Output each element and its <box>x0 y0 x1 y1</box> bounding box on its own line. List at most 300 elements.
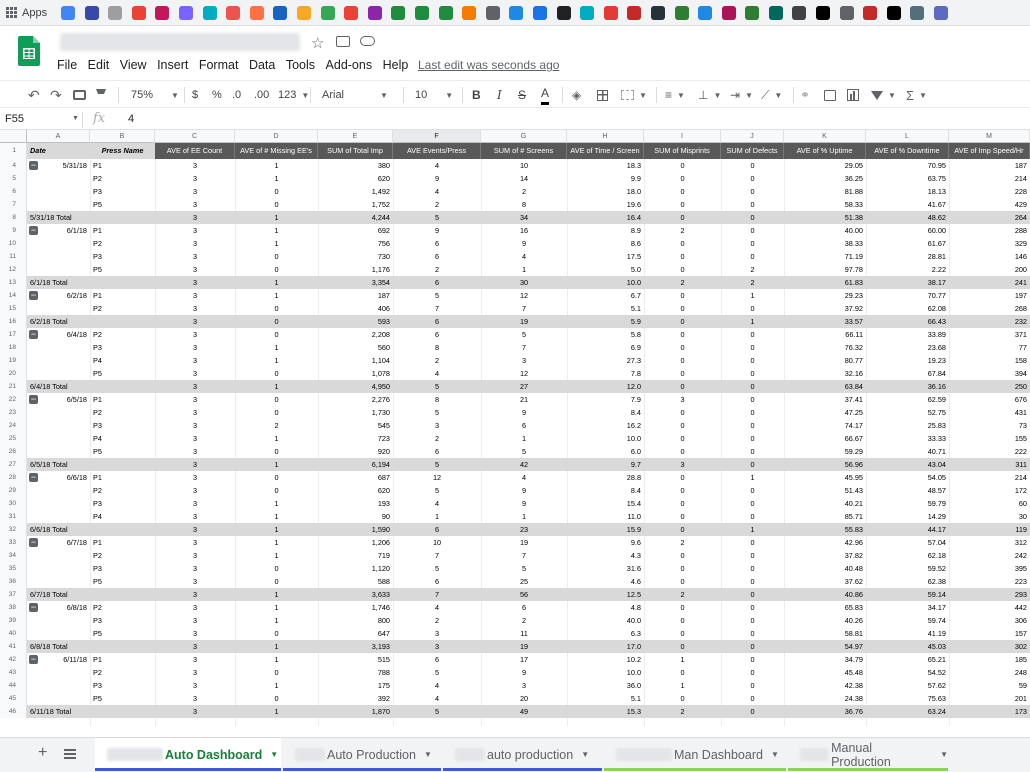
row-header[interactable]: 22 <box>0 393 27 406</box>
metric-cell[interactable]: 1 <box>434 512 440 521</box>
metric-cell[interactable]: 4 <box>521 252 527 261</box>
functions-button[interactable]: Σ ▼ <box>906 87 927 103</box>
metric-cell[interactable]: 0 <box>680 187 685 196</box>
row-header[interactable]: 24 <box>0 419 27 432</box>
metric-cell[interactable]: 0 <box>750 174 755 183</box>
metric-cell[interactable]: 1 <box>274 356 279 365</box>
metric-cell[interactable]: 59.29 <box>844 447 863 456</box>
metric-cell[interactable]: 429 <box>1014 200 1027 209</box>
bold-button[interactable]: B <box>472 88 481 102</box>
metric-cell[interactable]: 6,194 <box>371 460 390 469</box>
metric-cell[interactable]: 0 <box>680 603 685 612</box>
metric-cell[interactable]: 3 <box>192 343 198 352</box>
metric-cell[interactable]: 2,276 <box>371 395 390 404</box>
press-name-cell[interactable]: P3 <box>93 421 102 430</box>
row-header[interactable]: 43 <box>0 666 27 679</box>
metric-cell[interactable]: 8 <box>434 343 440 352</box>
metric-cell[interactable]: 0 <box>750 226 755 235</box>
metric-cell[interactable]: 0 <box>750 681 755 690</box>
metric-cell[interactable]: 60 <box>1018 499 1027 508</box>
metric-cell[interactable]: 85.71 <box>844 512 863 521</box>
metric-cell[interactable]: 0 <box>750 161 755 170</box>
row-header[interactable]: 4 <box>0 159 27 172</box>
borders-icon[interactable] <box>597 81 608 109</box>
metric-cell[interactable]: 0 <box>680 564 685 573</box>
metric-cell[interactable]: 54.52 <box>927 668 946 677</box>
metric-cell[interactable]: 40.26 <box>844 616 863 625</box>
metric-cell[interactable]: 6 <box>521 603 527 612</box>
bookmark-favicon-icon[interactable] <box>61 6 75 20</box>
sheet-tab[interactable] <box>604 738 786 771</box>
metric-cell[interactable]: 3 <box>192 213 198 222</box>
metric-cell[interactable]: 17.0 <box>626 642 641 651</box>
metric-cell[interactable]: 5.0 <box>630 265 641 274</box>
metric-cell[interactable]: 59.52 <box>927 564 946 573</box>
bookmark-favicon-icon[interactable] <box>769 6 783 20</box>
press-name-cell[interactable]: P1 <box>93 473 102 482</box>
metric-cell[interactable]: 41.67 <box>927 200 946 209</box>
metric-cell[interactable]: 1 <box>274 161 279 170</box>
metric-cell[interactable]: 4,950 <box>371 382 390 391</box>
metric-cell[interactable]: 90 <box>381 512 390 521</box>
font-select[interactable]: Arial ▼ <box>322 89 388 101</box>
row-header[interactable]: 35 <box>0 562 27 575</box>
metric-cell[interactable]: 560 <box>377 343 390 352</box>
metric-cell[interactable]: 65.83 <box>844 603 863 612</box>
press-name-cell[interactable]: P2 <box>93 174 102 183</box>
menu-item[interactable]: Help <box>382 58 409 72</box>
metric-cell[interactable]: 66.11 <box>845 330 863 339</box>
collapse-group-icon[interactable]: − <box>30 290 37 300</box>
metric-column-header[interactable]: AVE of % Downtime <box>866 143 949 159</box>
metric-cell[interactable]: 371 <box>1014 330 1027 339</box>
metric-cell[interactable]: 214 <box>1014 174 1027 183</box>
metric-cell[interactable]: 0 <box>750 694 755 703</box>
row-header[interactable]: 45 <box>0 692 27 705</box>
metric-cell[interactable]: 16 <box>519 226 529 235</box>
metric-cell[interactable]: 1 <box>750 291 755 300</box>
metric-cell[interactable]: 5 <box>434 707 440 716</box>
metric-cell[interactable]: 0 <box>680 694 685 703</box>
sheet-tab-menu-caret-icon[interactable]: ▼ <box>770 750 779 759</box>
metric-cell[interactable]: 51.38 <box>844 213 863 222</box>
metric-cell[interactable]: 232 <box>1014 317 1027 326</box>
metric-cell[interactable]: 3 <box>192 161 198 170</box>
row-header[interactable]: 46 <box>0 705 27 718</box>
select-all-corner[interactable] <box>0 130 27 143</box>
metric-cell[interactable]: 3 <box>192 187 198 196</box>
metric-cell[interactable]: 1 <box>750 317 755 326</box>
sheet-tab-menu-caret-icon[interactable]: ▼ <box>581 750 590 759</box>
bookmark-favicon-icon[interactable] <box>439 6 453 20</box>
press-name-cell[interactable]: P2 <box>93 304 102 313</box>
metric-cell[interactable]: 40.86 <box>844 590 863 599</box>
bookmark-favicon-icon[interactable] <box>887 6 901 20</box>
bookmark-favicon-icon[interactable] <box>816 6 830 20</box>
metric-cell[interactable]: 1 <box>274 512 279 521</box>
metric-cell[interactable]: 1 <box>750 473 755 482</box>
metric-cell[interactable]: 42 <box>519 460 529 469</box>
total-label-cell[interactable] <box>27 380 90 393</box>
metric-cell[interactable]: 0 <box>680 304 685 313</box>
metric-cell[interactable]: 56.96 <box>844 460 863 469</box>
press-name-cell[interactable]: P2 <box>93 239 102 248</box>
metric-cell[interactable]: 442 <box>1014 603 1027 612</box>
bookmark-favicon-icon[interactable] <box>391 6 405 20</box>
total-label-cell[interactable] <box>27 458 90 471</box>
metric-cell[interactable]: 9.7 <box>630 460 641 469</box>
row-header[interactable]: 23 <box>0 406 27 419</box>
metric-cell[interactable]: 155 <box>1014 434 1027 443</box>
metric-cell[interactable]: 1 <box>274 343 279 352</box>
metric-cell[interactable]: 5 <box>434 213 440 222</box>
metric-cell[interactable]: 241 <box>1014 278 1027 287</box>
row-header[interactable]: 36 <box>0 575 27 588</box>
bookmark-favicon-icon[interactable] <box>273 6 287 20</box>
document-title[interactable] <box>60 33 300 51</box>
metric-cell[interactable]: 0 <box>274 408 279 417</box>
press-name-cell[interactable]: P2 <box>93 486 102 495</box>
metric-cell[interactable]: 0 <box>750 187 755 196</box>
metric-cell[interactable]: 37.82 <box>844 551 863 560</box>
metric-cell[interactable]: 0 <box>274 317 279 326</box>
metric-cell[interactable]: 4 <box>521 473 527 482</box>
menu-item[interactable]: View <box>119 58 147 72</box>
row-header[interactable]: 11 <box>0 250 27 263</box>
metric-cell[interactable]: 0 <box>680 265 685 274</box>
row-header[interactable]: 7 <box>0 198 27 211</box>
metric-cell[interactable]: 49 <box>519 707 529 716</box>
metric-cell[interactable]: 12.5 <box>626 590 641 599</box>
metric-cell[interactable]: 185 <box>1014 655 1027 664</box>
metric-cell[interactable]: 2.22 <box>931 265 946 274</box>
metric-cell[interactable]: 0 <box>750 642 755 651</box>
row-header[interactable]: 40 <box>0 627 27 640</box>
press-name-cell[interactable]: P3 <box>93 681 102 690</box>
metric-cell[interactable]: 21 <box>519 395 529 404</box>
bookmark-favicon-icon[interactable] <box>321 6 335 20</box>
metric-cell[interactable]: 0 <box>680 317 685 326</box>
row-header[interactable]: 1 <box>0 143 27 159</box>
metric-cell[interactable]: 329 <box>1014 239 1027 248</box>
sheet-tab[interactable] <box>443 738 602 771</box>
metric-cell[interactable]: 76.32 <box>844 343 863 352</box>
date-cell[interactable] <box>27 159 90 172</box>
metric-cell[interactable]: 3 <box>434 629 440 638</box>
metric-cell[interactable]: 29.05 <box>844 161 863 170</box>
metric-cell[interactable]: 77 <box>1018 343 1027 352</box>
metric-cell[interactable]: 3 <box>192 421 198 430</box>
print-icon[interactable] <box>73 81 86 109</box>
metric-cell[interactable]: 6.3 <box>630 629 641 638</box>
metric-cell[interactable]: 5 <box>434 408 440 417</box>
metric-cell[interactable]: 3 <box>434 642 440 651</box>
row-header[interactable]: 44 <box>0 679 27 692</box>
press-name-cell[interactable]: P1 <box>93 655 102 664</box>
bookmark-favicon-icon[interactable] <box>297 6 311 20</box>
metric-cell[interactable]: 57.62 <box>927 681 946 690</box>
metric-cell[interactable]: 1,746 <box>371 603 390 612</box>
metric-cell[interactable]: 0 <box>274 369 279 378</box>
move-to-folder-icon[interactable] <box>336 36 350 47</box>
metric-cell[interactable]: 62.08 <box>927 304 946 313</box>
metric-cell[interactable]: 3 <box>680 395 685 404</box>
metric-cell[interactable]: 293 <box>1014 590 1027 599</box>
metric-cell[interactable]: 0 <box>750 421 755 430</box>
total-label-cell[interactable] <box>27 588 90 601</box>
metric-column-header[interactable]: AVE of Time / Screen <box>567 143 644 159</box>
metric-cell[interactable]: 0 <box>680 343 685 352</box>
metric-cell[interactable]: 2,208 <box>371 330 390 339</box>
metric-cell[interactable]: 3 <box>192 434 198 443</box>
metric-cell[interactable]: 228 <box>1014 187 1027 196</box>
metric-cell[interactable]: 5.1 <box>630 304 641 313</box>
metric-cell[interactable]: 4 <box>434 681 440 690</box>
metric-cell[interactable]: 62.38 <box>927 577 946 586</box>
column-header[interactable]: B <box>90 130 155 143</box>
metric-cell[interactable]: 2 <box>680 538 685 547</box>
metric-cell[interactable]: 7 <box>521 304 527 313</box>
metric-cell[interactable]: 4 <box>434 369 440 378</box>
metric-cell[interactable]: 12 <box>432 473 442 482</box>
metric-cell[interactable]: 2 <box>750 278 755 287</box>
metric-cell[interactable]: 0 <box>680 369 685 378</box>
metric-cell[interactable]: 3 <box>192 486 198 495</box>
metric-cell[interactable]: 264 <box>1014 213 1027 222</box>
bookmark-favicon-icon[interactable] <box>675 6 689 20</box>
bookmark-favicon-icon[interactable] <box>250 6 264 20</box>
insert-comment-icon[interactable] <box>824 81 836 109</box>
metric-cell[interactable]: 2 <box>521 187 527 196</box>
column-header[interactable]: A <box>27 130 90 143</box>
metric-cell[interactable]: 81.88 <box>844 187 863 196</box>
metric-cell[interactable]: 14 <box>519 174 529 183</box>
metric-cell[interactable]: 8 <box>434 395 440 404</box>
metric-cell[interactable]: 0 <box>680 486 685 495</box>
metric-cell[interactable]: 63.24 <box>927 707 946 716</box>
insert-chart-icon[interactable] <box>847 81 859 109</box>
date-cell[interactable] <box>27 393 90 406</box>
metric-cell[interactable]: 302 <box>1014 642 1027 651</box>
apps-shortcut[interactable] <box>6 7 47 19</box>
metric-cell[interactable]: 3 <box>192 291 198 300</box>
metric-cell[interactable]: 7 <box>521 343 527 352</box>
metric-cell[interactable]: 5 <box>434 382 440 391</box>
metric-cell[interactable]: 6 <box>434 525 440 534</box>
bookmark-favicon-icon[interactable] <box>415 6 429 20</box>
metric-cell[interactable]: 0 <box>680 382 685 391</box>
metric-cell[interactable]: 3,633 <box>371 590 390 599</box>
metric-cell[interactable]: 8.4 <box>630 486 641 495</box>
metric-cell[interactable]: 3 <box>192 668 198 677</box>
row-header[interactable]: 6 <box>0 185 27 198</box>
row-header[interactable]: 9 <box>0 224 27 237</box>
total-label-cell[interactable] <box>27 315 90 328</box>
metric-cell[interactable]: 1 <box>274 642 279 651</box>
press-name-cell[interactable]: P1 <box>93 395 102 404</box>
metric-cell[interactable]: 19.23 <box>927 356 946 365</box>
bookmark-favicon-icon[interactable] <box>792 6 806 20</box>
star-icon[interactable]: ☆ <box>311 35 325 52</box>
metric-cell[interactable]: 3 <box>192 525 198 534</box>
metric-cell[interactable]: 63.84 <box>844 382 863 391</box>
bookmark-favicon-icon[interactable] <box>580 6 594 20</box>
date-column-header[interactable]: Date <box>30 146 46 155</box>
metric-cell[interactable]: 0 <box>680 421 685 430</box>
metric-cell[interactable]: 2 <box>434 200 440 209</box>
metric-cell[interactable]: 45.48 <box>844 668 863 677</box>
last-edit-link[interactable]: Last edit was seconds ago <box>418 58 560 72</box>
metric-cell[interactable]: 248 <box>1014 668 1027 677</box>
metric-cell[interactable]: 60.00 <box>927 226 946 235</box>
metric-cell[interactable]: 3 <box>192 278 198 287</box>
metric-cell[interactable]: 0 <box>680 629 685 638</box>
metric-cell[interactable]: 200 <box>1014 265 1027 274</box>
sheets-logo-icon[interactable] <box>18 36 40 66</box>
metric-cell[interactable]: 431 <box>1014 408 1027 417</box>
press-name-cell[interactable]: P5 <box>93 694 102 703</box>
metric-cell[interactable]: 6 <box>434 577 440 586</box>
metric-cell[interactable]: 12 <box>519 369 529 378</box>
metric-cell[interactable]: 0 <box>750 460 755 469</box>
metric-cell[interactable]: 1,176 <box>371 265 390 274</box>
row-header[interactable]: 27 <box>0 458 27 471</box>
collapse-group-icon[interactable]: − <box>30 654 37 664</box>
metric-cell[interactable]: 0 <box>274 304 279 313</box>
metric-cell[interactable]: 0 <box>680 668 685 677</box>
metric-cell[interactable]: 48.57 <box>927 486 946 495</box>
metric-cell[interactable]: 0 <box>750 551 755 560</box>
metric-cell[interactable]: 65.21 <box>927 655 946 664</box>
collapse-group-icon[interactable]: − <box>30 537 37 547</box>
row-header[interactable]: 10 <box>0 237 27 250</box>
increase-decimal-button[interactable]: .00 <box>254 89 270 101</box>
metric-cell[interactable]: 5.9 <box>630 317 641 326</box>
metric-cell[interactable]: 10.2 <box>626 655 641 664</box>
metric-cell[interactable]: 0 <box>274 265 279 274</box>
metric-cell[interactable]: 30 <box>1018 512 1027 521</box>
metric-cell[interactable]: 222 <box>1014 447 1027 456</box>
sheet-tab[interactable] <box>95 738 281 771</box>
metric-cell[interactable]: 1 <box>274 291 279 300</box>
metric-cell[interactable]: 0 <box>680 330 685 339</box>
bookmark-favicon-icon[interactable] <box>604 6 618 20</box>
metric-cell[interactable]: 34.17 <box>927 603 946 612</box>
metric-cell[interactable]: 10.0 <box>626 434 641 443</box>
press-name-cell[interactable]: P4 <box>93 434 102 443</box>
metric-cell[interactable]: 63.75 <box>927 174 946 183</box>
metric-cell[interactable]: 18.13 <box>927 187 946 196</box>
metric-cell[interactable]: 0 <box>680 473 685 482</box>
metric-cell[interactable]: 5 <box>434 668 440 677</box>
metric-cell[interactable]: 1 <box>274 655 279 664</box>
strikethrough-button[interactable]: S <box>518 88 527 102</box>
metric-cell[interactable]: 593 <box>377 317 390 326</box>
bookmark-favicon-icon[interactable] <box>863 6 877 20</box>
metric-cell[interactable]: 7 <box>434 304 440 313</box>
metric-cell[interactable]: 3 <box>192 317 198 326</box>
column-header[interactable]: E <box>318 130 393 143</box>
column-header[interactable]: J <box>721 130 784 143</box>
metric-cell[interactable]: 73 <box>1018 421 1027 430</box>
press-name-cell[interactable]: P5 <box>93 200 102 209</box>
bookmark-favicon-icon[interactable] <box>910 6 924 20</box>
metric-cell[interactable]: 15.9 <box>626 525 641 534</box>
metric-cell[interactable]: 3 <box>192 551 198 560</box>
metric-cell[interactable]: 44.17 <box>927 525 946 534</box>
press-name-cell[interactable]: P1 <box>93 538 102 547</box>
metric-column-header[interactable]: AVE Events/Press <box>393 143 481 159</box>
metric-cell[interactable]: 1 <box>521 265 527 274</box>
metric-cell[interactable]: 0 <box>750 590 755 599</box>
menu-item[interactable]: Edit <box>87 58 110 72</box>
metric-cell[interactable]: 17.5 <box>626 252 641 261</box>
metric-cell[interactable]: 18.3 <box>626 161 641 170</box>
metric-cell[interactable]: 19 <box>519 538 529 547</box>
metric-cell[interactable]: 10.0 <box>626 668 641 677</box>
metric-cell[interactable]: 0 <box>274 330 279 339</box>
metric-cell[interactable]: 1 <box>274 499 279 508</box>
column-header[interactable]: H <box>567 130 644 143</box>
metric-cell[interactable]: 406 <box>377 304 390 313</box>
metric-cell[interactable]: 0 <box>680 291 685 300</box>
text-wrap-icon[interactable]: ⇥ ▼ <box>730 88 753 102</box>
name-box[interactable]: F55 <box>5 113 24 125</box>
metric-cell[interactable]: 0 <box>750 239 755 248</box>
bookmark-favicon-icon[interactable] <box>486 6 500 20</box>
metric-cell[interactable]: 3 <box>192 694 198 703</box>
text-color-button[interactable]: A <box>541 83 549 105</box>
metric-cell[interactable]: 2 <box>434 616 440 625</box>
decrease-decimal-button[interactable]: .0 <box>232 89 242 101</box>
metric-cell[interactable]: 676 <box>1014 395 1027 404</box>
metric-cell[interactable]: 12.0 <box>626 382 641 391</box>
press-name-cell[interactable]: P1 <box>93 291 102 300</box>
metric-cell[interactable]: 7 <box>434 590 440 599</box>
metric-cell[interactable]: 58.81 <box>844 629 863 638</box>
collapse-group-icon[interactable]: − <box>30 329 37 339</box>
metric-cell[interactable]: 3 <box>434 421 440 430</box>
metric-cell[interactable]: 5 <box>521 447 527 456</box>
sheet-tab-menu-caret-icon[interactable]: ▼ <box>270 750 279 759</box>
metric-cell[interactable]: 33.33 <box>927 434 946 443</box>
metric-cell[interactable]: 3 <box>192 382 198 391</box>
metric-cell[interactable]: 33.89 <box>927 330 946 339</box>
metric-cell[interactable]: 8.9 <box>630 226 641 235</box>
metric-cell[interactable]: 3 <box>521 681 527 690</box>
row-header[interactable]: 39 <box>0 614 27 627</box>
metric-cell[interactable]: 2 <box>750 265 755 274</box>
bookmark-favicon-icon[interactable] <box>85 6 99 20</box>
metric-cell[interactable]: 2 <box>521 616 527 625</box>
total-label-cell[interactable] <box>27 640 90 653</box>
metric-cell[interactable]: 0 <box>680 577 685 586</box>
metric-cell[interactable]: 3 <box>192 655 198 664</box>
metric-cell[interactable]: 19.6 <box>626 200 641 209</box>
metric-cell[interactable]: 0 <box>750 655 755 664</box>
metric-cell[interactable]: 6.9 <box>630 343 641 352</box>
row-header[interactable]: 38 <box>0 601 27 614</box>
row-header[interactable]: 12 <box>0 263 27 276</box>
metric-cell[interactable]: 1,492 <box>371 187 390 196</box>
metric-cell[interactable]: 23.68 <box>927 343 946 352</box>
sheet-tab[interactable] <box>283 738 441 771</box>
metric-cell[interactable]: 4 <box>434 499 440 508</box>
metric-cell[interactable]: 392 <box>377 694 390 703</box>
metric-cell[interactable]: 197 <box>1014 291 1027 300</box>
metric-cell[interactable]: 730 <box>377 252 390 261</box>
press-name-cell[interactable]: P3 <box>93 252 102 261</box>
